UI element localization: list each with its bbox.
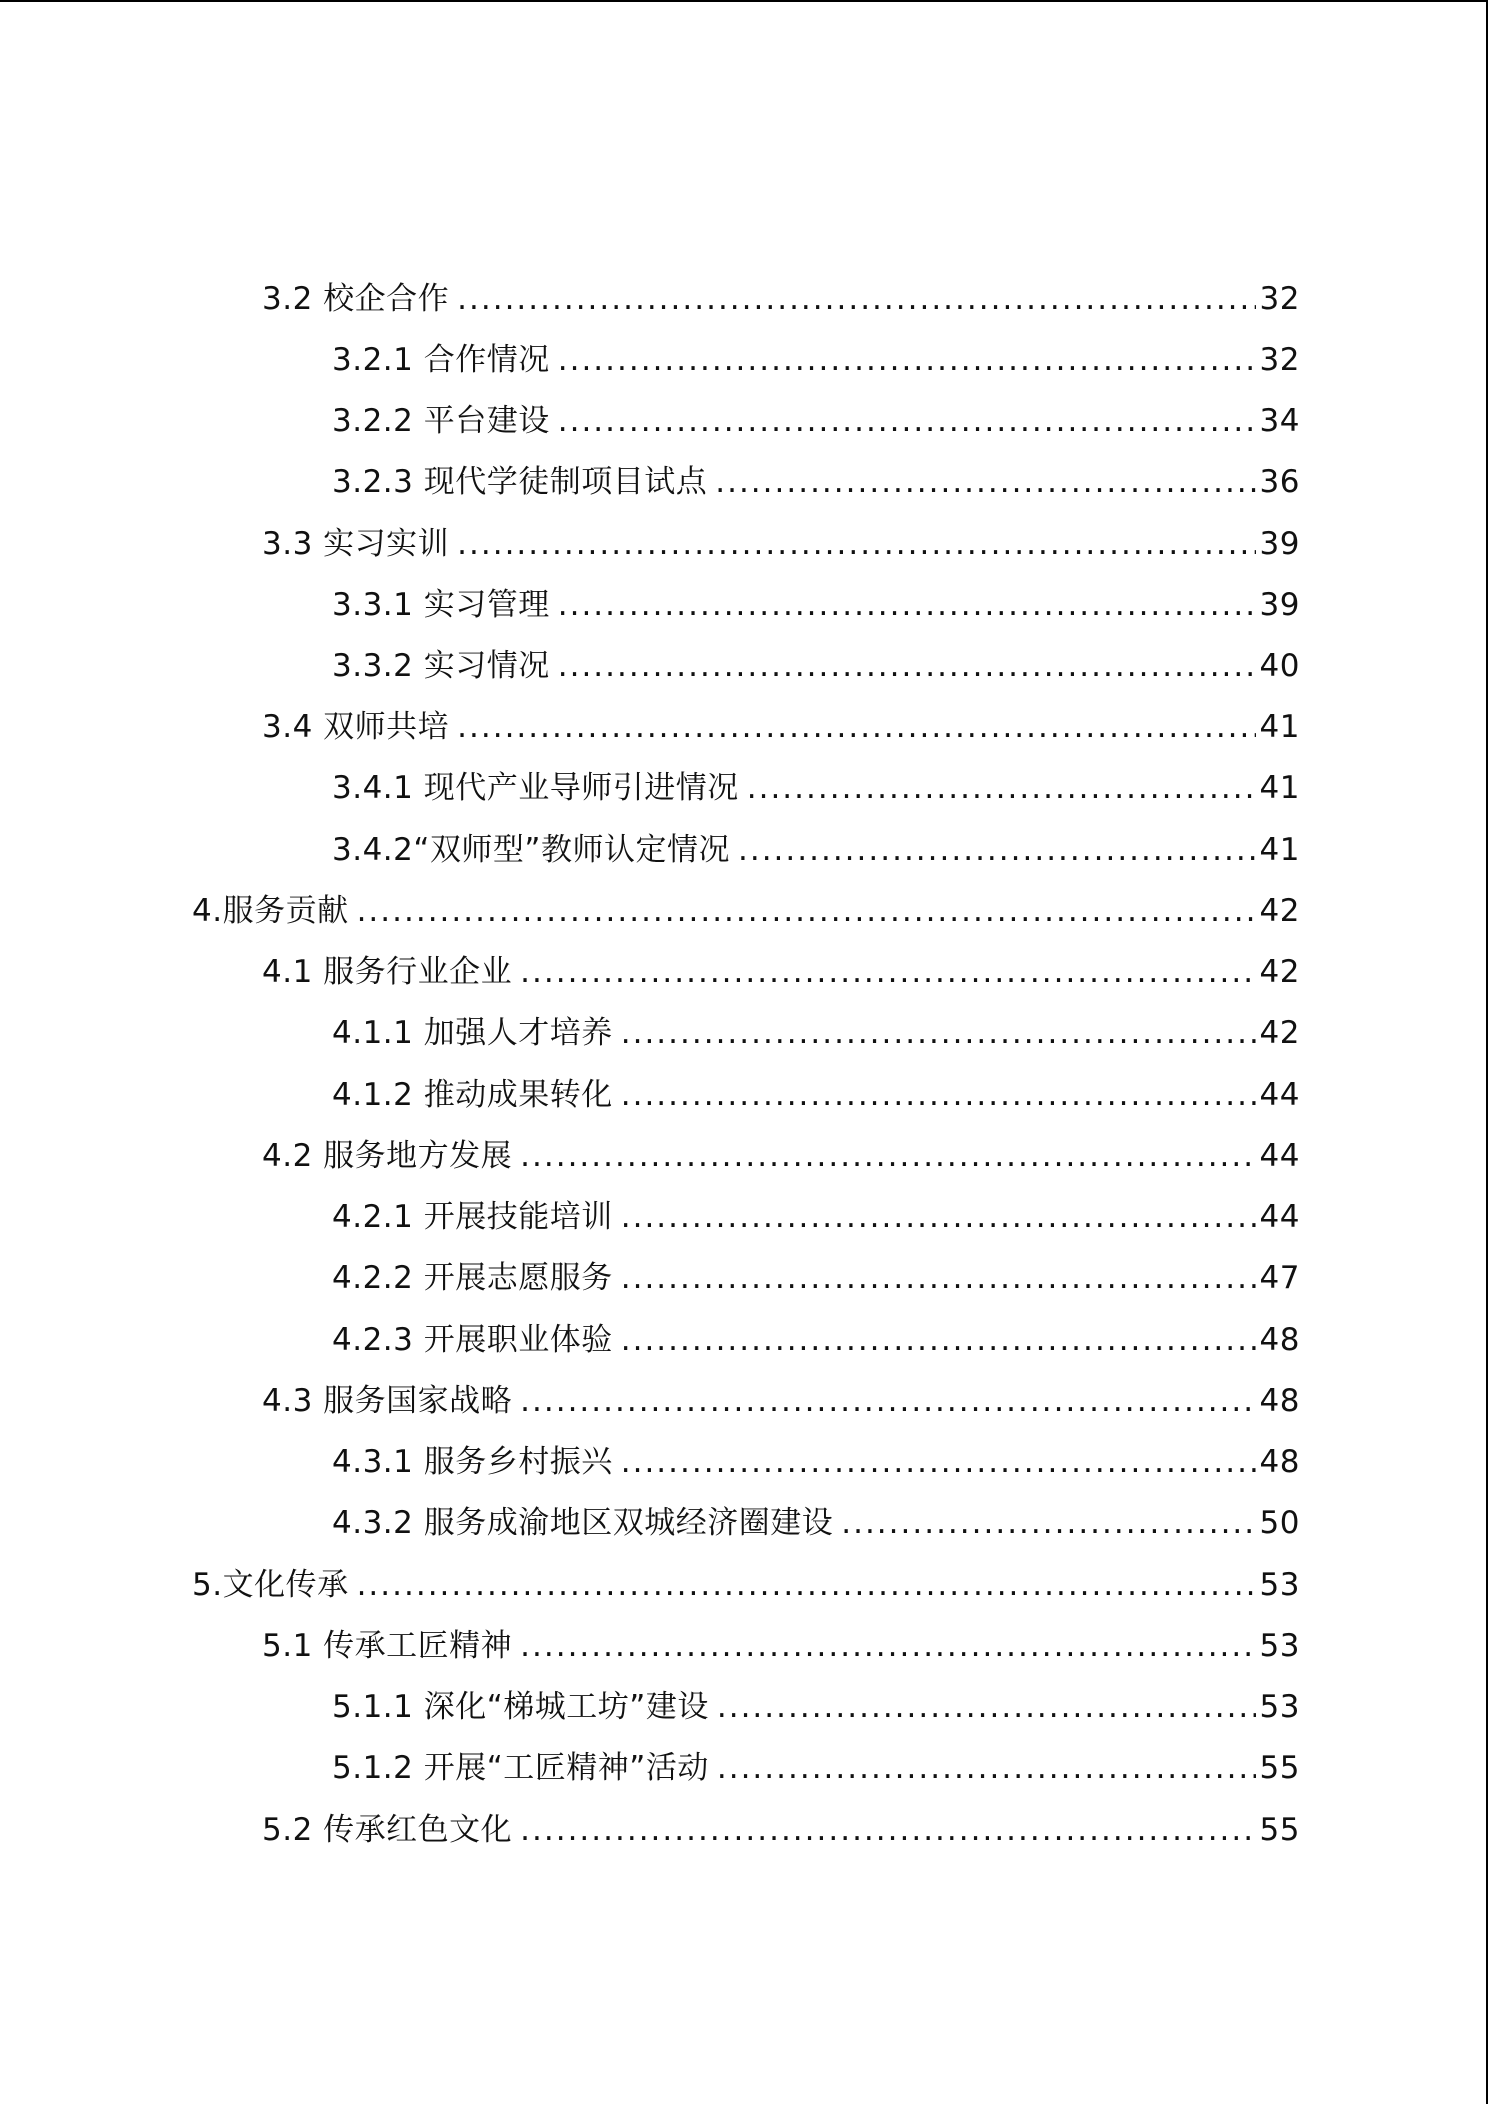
toc-page-number: 42 bbox=[1259, 954, 1300, 990]
toc-page-number: 34 bbox=[1259, 403, 1300, 439]
toc-entry-label: 4.2.3 开展职业体验 bbox=[332, 1322, 613, 1358]
toc-entry-label: 4.2 服务地方发展 bbox=[262, 1138, 513, 1174]
toc-dot-leader bbox=[621, 1009, 1256, 1057]
toc-page-number: 53 bbox=[1259, 1628, 1300, 1664]
toc-entry[interactable] bbox=[192, 1561, 1300, 1609]
toc-page-number: 32 bbox=[1259, 342, 1300, 378]
toc-entry-label: 4.3.1 服务乡村振兴 bbox=[332, 1444, 613, 1480]
toc-page-number: 41 bbox=[1259, 770, 1300, 806]
toc-entry-label: 3.3.2 实习情况 bbox=[332, 648, 550, 684]
toc-entry[interactable] bbox=[262, 1806, 1300, 1854]
toc-entry[interactable] bbox=[262, 1622, 1300, 1670]
toc-dot-leader bbox=[558, 581, 1256, 629]
toc-dot-leader bbox=[715, 458, 1255, 506]
toc-entry[interactable] bbox=[332, 1009, 1300, 1057]
toc-entry-label: 3.4 双师共培 bbox=[262, 709, 450, 745]
toc-entry[interactable] bbox=[262, 948, 1300, 996]
toc-page-number: 48 bbox=[1259, 1444, 1300, 1480]
toc-entry-label: 3.3.1 实习管理 bbox=[332, 587, 550, 623]
toc-dot-leader bbox=[621, 1316, 1256, 1364]
toc-dot-leader bbox=[621, 1438, 1256, 1486]
toc-entry[interactable] bbox=[262, 520, 1300, 568]
toc-entry[interactable] bbox=[332, 1316, 1300, 1364]
toc-page-number: 36 bbox=[1259, 464, 1300, 500]
toc-dot-leader bbox=[558, 336, 1256, 384]
toc-dot-leader bbox=[558, 397, 1256, 445]
toc-entry-label: 4.3.2 服务成渝地区双城经济圈建设 bbox=[332, 1505, 834, 1541]
toc-dot-leader bbox=[457, 703, 1255, 751]
toc-dot-leader bbox=[717, 1744, 1256, 1792]
toc-entry-label: 4.服务贡献 bbox=[192, 893, 349, 929]
toc-entry-label: 5.1.2 开展“工匠精神”活动 bbox=[332, 1750, 709, 1786]
toc-page-number: 41 bbox=[1259, 832, 1300, 868]
toc-dot-leader bbox=[621, 1254, 1256, 1302]
toc-entry-label: 5.文化传承 bbox=[192, 1567, 349, 1603]
toc-entry[interactable] bbox=[332, 1499, 1300, 1547]
toc-entry-label: 3.2.1 合作情况 bbox=[332, 342, 550, 378]
toc-dot-leader bbox=[717, 1683, 1256, 1731]
toc-entry[interactable] bbox=[332, 458, 1300, 506]
toc-entry-label: 4.1.2 推动成果转化 bbox=[332, 1077, 613, 1113]
toc-dot-leader bbox=[357, 1561, 1256, 1609]
toc-entry[interactable] bbox=[332, 1683, 1300, 1731]
toc-entry-label: 3.2.2 平台建设 bbox=[332, 403, 550, 439]
toc-entry[interactable] bbox=[332, 581, 1300, 629]
toc-entry-label: 5.1.1 深化“梯城工坊”建设 bbox=[332, 1689, 709, 1725]
toc-dot-leader bbox=[520, 1377, 1255, 1425]
toc-entry-label: 4.1 服务行业企业 bbox=[262, 954, 513, 990]
toc-page-number: 40 bbox=[1259, 648, 1300, 684]
toc-dot-leader bbox=[747, 764, 1256, 812]
toc-dot-leader bbox=[558, 642, 1256, 690]
toc-entry[interactable] bbox=[332, 1071, 1300, 1119]
toc-entry[interactable] bbox=[332, 1744, 1300, 1792]
toc-dot-leader bbox=[520, 948, 1255, 996]
toc-dot-leader bbox=[520, 1622, 1255, 1670]
toc-entry[interactable] bbox=[262, 1377, 1300, 1425]
toc-page-number: 44 bbox=[1259, 1077, 1300, 1113]
toc-dot-leader bbox=[621, 1193, 1256, 1241]
toc-entry[interactable] bbox=[332, 1254, 1300, 1302]
toc-dot-leader bbox=[457, 275, 1255, 323]
toc-dot-leader bbox=[841, 1499, 1255, 1547]
toc-entry-label: 5.2 传承红色文化 bbox=[262, 1812, 513, 1848]
toc-entry-label: 3.2 校企合作 bbox=[262, 281, 450, 317]
toc-entry[interactable] bbox=[332, 1438, 1300, 1486]
toc-page-number: 55 bbox=[1259, 1812, 1300, 1848]
toc-entry-label: 5.1 传承工匠精神 bbox=[262, 1628, 513, 1664]
toc-page-number: 55 bbox=[1259, 1750, 1300, 1786]
toc-entry-label: 4.2.2 开展志愿服务 bbox=[332, 1260, 613, 1296]
toc-dot-leader bbox=[357, 887, 1256, 935]
toc-page-number: 39 bbox=[1259, 587, 1300, 623]
toc-entry[interactable] bbox=[332, 1193, 1300, 1241]
toc-entry[interactable] bbox=[332, 764, 1300, 812]
toc-entry-label: 4.1.1 加强人才培养 bbox=[332, 1015, 613, 1051]
toc-page-number: 44 bbox=[1259, 1138, 1300, 1174]
toc-page-number: 44 bbox=[1259, 1199, 1300, 1235]
toc-entry-label: 3.3 实习实训 bbox=[262, 526, 450, 562]
toc-entry-label: 4.2.1 开展技能培训 bbox=[332, 1199, 613, 1235]
toc-page-number: 41 bbox=[1259, 709, 1300, 745]
toc-entry[interactable] bbox=[332, 642, 1300, 690]
toc-page-number: 48 bbox=[1259, 1383, 1300, 1419]
toc-entry-label: 3.4.2“双师型”教师认定情况 bbox=[332, 832, 730, 868]
toc-page-number: 48 bbox=[1259, 1322, 1300, 1358]
toc-dot-leader bbox=[520, 1806, 1255, 1854]
toc-page-number: 32 bbox=[1259, 281, 1300, 317]
toc-entry[interactable] bbox=[332, 826, 1300, 874]
toc-entry-label: 4.3 服务国家战略 bbox=[262, 1383, 513, 1419]
toc-entry[interactable] bbox=[192, 887, 1300, 935]
toc-dot-leader bbox=[457, 520, 1255, 568]
toc-dot-leader bbox=[621, 1071, 1256, 1119]
toc-page-number: 47 bbox=[1259, 1260, 1300, 1296]
toc-entry-label: 3.4.1 现代产业导师引进情况 bbox=[332, 770, 739, 806]
toc-page-number: 50 bbox=[1259, 1505, 1300, 1541]
toc-dot-leader bbox=[520, 1132, 1255, 1180]
toc-entry[interactable] bbox=[262, 703, 1300, 751]
toc-page-number: 53 bbox=[1259, 1689, 1300, 1725]
toc-entry[interactable] bbox=[262, 1132, 1300, 1180]
toc-page-number: 42 bbox=[1259, 893, 1300, 929]
toc-page-number: 42 bbox=[1259, 1015, 1300, 1051]
toc-entry[interactable] bbox=[262, 275, 1300, 323]
toc-entry-label: 3.2.3 现代学徒制项目试点 bbox=[332, 464, 708, 500]
toc-dot-leader bbox=[738, 826, 1256, 874]
toc-entry[interactable] bbox=[332, 336, 1300, 384]
toc-page-number: 39 bbox=[1259, 526, 1300, 562]
toc-page-number: 53 bbox=[1259, 1567, 1300, 1603]
toc-entry[interactable] bbox=[332, 397, 1300, 445]
